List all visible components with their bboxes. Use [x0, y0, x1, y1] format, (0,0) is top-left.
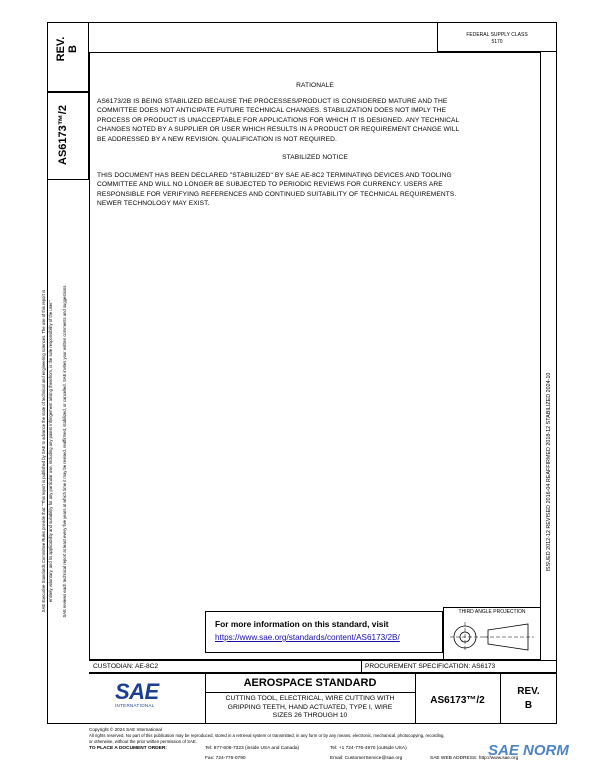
- stabilized-line: RESPONSIBLE FOR VERIFYING REFERENCES AND CONTINUED SUITABILITY OF TECHNICAL REQUIREMENTS.: [97, 190, 457, 198]
- sae-norm-watermark: SAE NORM: [488, 742, 569, 759]
- left-rev-label: REV.: [55, 36, 67, 62]
- sae-logo-text: SAE: [115, 679, 159, 704]
- title-line: GRIPPING TEETH, HAND ACTUATED, TYPE I, WIRE: [227, 703, 393, 711]
- title-doc-number: AS6173™/2: [430, 695, 485, 706]
- left-rev-value: B: [67, 45, 79, 53]
- rationale-line: BE ADDRESSED BY A NEW REVISION. QUALIFICATION IS NOT REQUIRED.: [97, 135, 337, 143]
- order-label: TO PLACE A DOCUMENT ORDER:: [89, 746, 167, 751]
- info-box-text: For more information on this standard, visit: [215, 619, 389, 629]
- stabilized-line: NEWER TECHNOLOGY MAY EXIST.: [97, 200, 210, 208]
- supply-class-line2: 5170: [491, 39, 503, 45]
- rationale-line: COMMITTEE DOES NOT ANTICIPATE FUTURE TECHNICAL CHANGES. STABILIZATION DOES NOT IMPLY THE: [97, 107, 447, 115]
- stabilized-line: THIS DOCUMENT HAS BEEN DECLARED "STABILIZED" BY SAE AE-8C2 TERMINATING DEVICES AND TOOLING: [97, 172, 452, 179]
- left-doc-number: AS6173™/2: [57, 105, 69, 165]
- procurement-divider: [361, 660, 362, 673]
- document-title: [205, 695, 415, 721]
- title-divider-3: [500, 673, 501, 724]
- title-rev-label: REV.: [517, 686, 540, 697]
- sae-logo: [115, 681, 195, 708]
- fax: Fax: 724-776-0790: [205, 756, 246, 761]
- projection-label: THIRD ANGLE PROJECTION: [458, 609, 526, 615]
- rationale-line: CHANGES NOTED BY A SUPPLIER OR USER WHICH RESULTS IN A PRODUCT OR REQUIREMENT CHANGE WILL: [97, 126, 460, 134]
- notice-line-1: SAE Executive Standards Committee Rules provide that: "This report is published by SAE to advance the state of technical and engineering sciences. The use of this report is: [41, 289, 46, 613]
- standard-link[interactable]: https://www.sae.org/standards/content/AS6173/2B/: [215, 633, 400, 642]
- notice-line-2: entirely voluntary, and its applicability and suitability for any particular use, including any patent infringement arising therefrom, is the sole responsibility of the user.": [48, 300, 53, 602]
- rationale-line: AS6173/2B IS BEING STABILIZED BECAUSE THE PROCESSES/PRODUCT IS CONSIDERED MATURE AND THE: [97, 98, 448, 105]
- stabilized-line: COMMITTEE AND WILL NO LONGER BE SUBJECTED TO PERIODIC REVIEWS FOR CURRENCY. USERS ARE: [97, 181, 443, 189]
- copyright: Copyright © 2024 SAE International: [89, 727, 162, 732]
- notice-line-3: SAE reviews each technical report at least every five years at which time it may be revised, reaffirmed, stabilized, or cancelled. SAE invites your written comments and suggestions.: [62, 284, 67, 618]
- title-line: CUTTING TOOL, ELECTRICAL, WIRE CUTTING WITH: [225, 695, 395, 702]
- title-hline: [205, 692, 415, 693]
- title-line: SIZES 26 THROUGH 10: [272, 712, 348, 720]
- title-rev-value: B: [524, 700, 533, 711]
- sae-logo-sub: INTERNATIONAL: [115, 703, 155, 708]
- custodian-label: CUSTODIAN: AE-8C2: [93, 663, 159, 670]
- procurement-label: PROCUREMENT SPECIFICATION: AS6173: [365, 663, 496, 670]
- rationale-text: [97, 97, 537, 144]
- document-history: ISSUED 2012-12 REVISED 2016-04 REAFFIRMED 2018-12 STABILIZED 2024-10: [546, 372, 552, 572]
- web-address: SAE WEB ADDRESS: http://www.sae.org: [430, 756, 519, 761]
- stabilized-text: [97, 171, 537, 209]
- email: Email: CustomerService@sae.org: [330, 756, 403, 761]
- supply-class-line1: FEDERAL SUPPLY CLASS: [466, 32, 528, 38]
- rationale-line: PROCESS OR PRODUCT IS UNACCEPTABLE FOR APPLICATIONS FOR WHICH IT IS DESIGNED. ANY TECHNICAL: [97, 116, 460, 124]
- info-box: [205, 611, 443, 653]
- standard-type: AEROSPACE STANDARD: [243, 677, 377, 689]
- rationale-heading: RATIONALE: [296, 82, 334, 89]
- rights-line-1: All rights reserved. No part of this publication may be reproduced, stored in a retrieval system or transmitted, in any form or by any means, electronic, mechanical, photocopying, recording,: [89, 733, 445, 738]
- tel-usa: Tel: 877-606-7323 (inside USA and Canada): [205, 746, 300, 751]
- tel-outside: Tel: +1 724-776-4970 (outside USA): [330, 746, 407, 751]
- rights-line-2: or otherwise, without the prior written permission of SAE.: [89, 739, 197, 744]
- projection-symbol: [448, 618, 536, 656]
- stabilized-heading: STABILIZED NOTICE: [282, 154, 348, 161]
